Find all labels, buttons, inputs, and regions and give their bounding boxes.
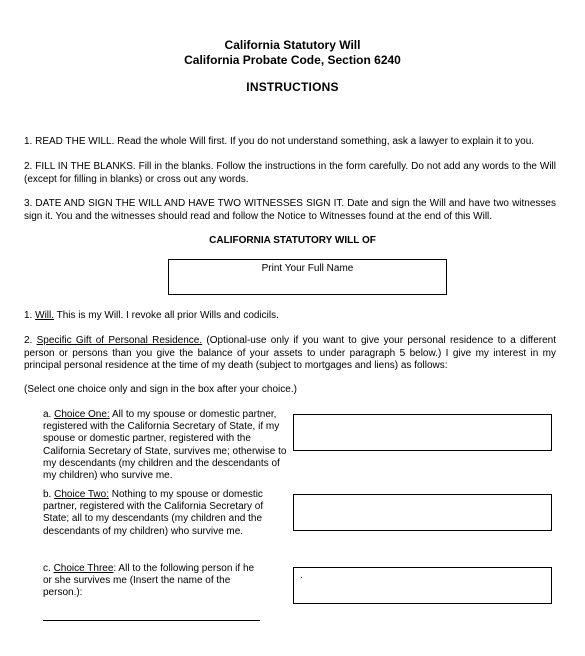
choice-one-title: Choice One: xyxy=(54,409,110,420)
choice-three-name-line[interactable] xyxy=(43,620,260,621)
choice-two-title: Choice Two: xyxy=(54,489,109,500)
full-name-box[interactable] xyxy=(168,259,447,295)
choice-three-prefix: c. xyxy=(43,563,54,574)
section-2-text: (Optional-use only if you want to give your personal residence to a different person or persons than you give the balance of your assets to under paragraph 5 below.) I give my interest in my principal personal residence at the time of my death (subject to mortgages and liens) as follows: xyxy=(24,335,556,371)
document-subtitle: California Probate Code, Section 6240 xyxy=(184,53,401,67)
choice-three-signature-box[interactable] xyxy=(293,567,552,604)
choice-one xyxy=(43,409,287,482)
select-instruction: (Select one choice only and sign in the box after your choice.) xyxy=(24,384,297,395)
choice-one-text: All to my spouse or domestic partner, registered with the California Secretary of State, if my spouse or domestic partner, registered with the California Secretary of State, survives me; otherwise to my descendants (my children and the descendants of my children) who survive me. xyxy=(43,409,287,482)
instruction-3: 3. DATE AND SIGN THE WILL AND HAVE TWO WITNESSES SIGN IT. Date and sign the Will and have two witnesses sign it. You and the witnesses should read and follow the Notice to Witnesses found at the end of this Will. xyxy=(24,198,556,222)
choice-three-text: : All to the following person if he or she survives me (Insert the name of the person.): xyxy=(43,563,255,599)
choice-one-prefix: a. xyxy=(43,409,55,420)
choice-three-box-mark: . xyxy=(300,570,303,581)
full-name-label: Print Your Full Name xyxy=(261,263,354,274)
will-heading: CALIFORNIA STATUTORY WILL OF xyxy=(209,235,376,246)
instruction-1: 1. READ THE WILL. Read the whole Will first. If you do not understand something, ask a lawyer to explain it to you. xyxy=(24,136,535,147)
section-2-number: 2. xyxy=(24,335,37,346)
choice-two xyxy=(43,489,287,538)
section-1-number: 1. xyxy=(24,310,36,321)
choice-three-title: Choice Three xyxy=(53,563,114,574)
document-title: California Statutory Will xyxy=(224,38,361,52)
instruction-2: 2. FILL IN THE BLANKS. Fill in the blanks. Follow the instructions in the form carefully. Do not add any words to the Will (except for filling in blanks) or cross out any words. xyxy=(24,161,556,185)
section-1-text: This is my Will. I revoke all prior Wills and codicils. xyxy=(54,310,279,321)
choice-two-signature-box[interactable] xyxy=(293,494,552,531)
section-2-title: Specific Gift of Personal Residence. xyxy=(36,335,203,346)
section-1-will xyxy=(24,310,556,323)
instructions-heading: INSTRUCTIONS xyxy=(246,80,339,94)
choice-one-signature-box[interactable] xyxy=(293,414,552,451)
section-1-title: Will. xyxy=(35,310,55,321)
section-2-specific-gift xyxy=(24,335,556,373)
choice-two-prefix: b. xyxy=(43,489,55,500)
choice-three xyxy=(43,563,263,600)
choice-two-text: Nothing to my spouse or domestic partner, registered with the California Secretary of State; all to my descendants (my children and the descendants of my children) who survive me. xyxy=(43,489,264,537)
